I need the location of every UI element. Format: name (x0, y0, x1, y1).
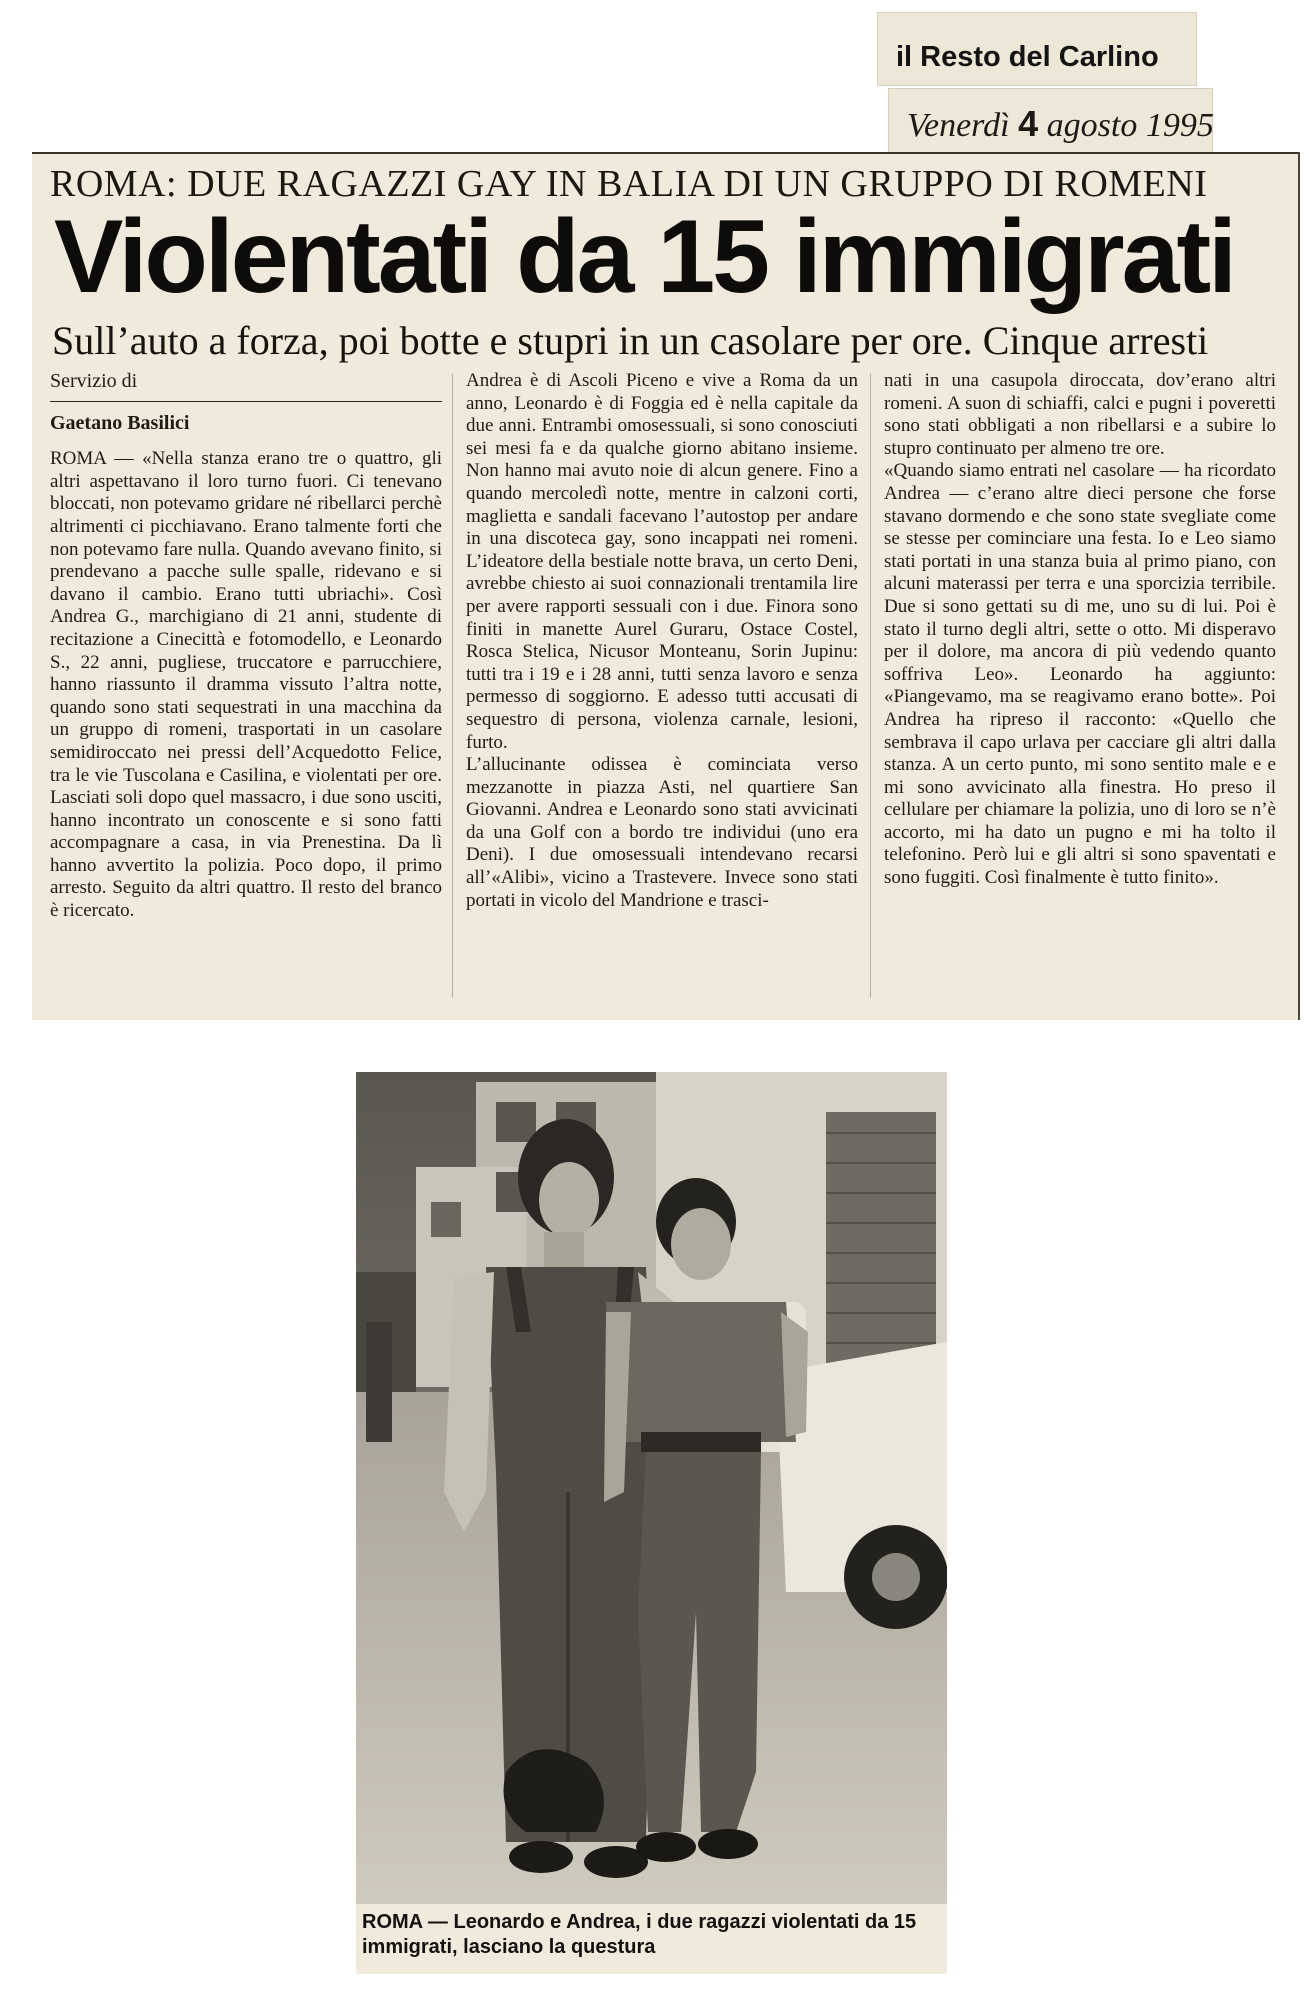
right-rule (1298, 152, 1300, 1020)
article-column-3 (884, 370, 1276, 890)
article-subhead: Sull’auto a forza, poi botte e stupri in un casolare per ore. Cinque arresti (52, 318, 1209, 363)
byline-author: Gaetano Basilici (50, 411, 190, 434)
date-weekday: Venerdì (907, 107, 1010, 144)
paragraph: L’allucinante odissea è cominciata verso mezzanotte in piazza Asti, nel quartiere San Giovanni. Andrea e Leonardo sono stati avvicinati da una Golf con a bordo tre individui (uno era Deni). I due omosessuali intendevano recarsi all’«Alibi», vicino a Trastevere. Invece sono stati portati in vicolo del Mandrione e trasci- (466, 754, 858, 911)
date-month-year: agosto 1995 (1046, 107, 1214, 144)
byline-service: Servizio di (50, 370, 138, 392)
article-clipping (32, 152, 1300, 1020)
window (496, 1102, 536, 1142)
paragraph: ROMA — «Nella stanza erano tre o quattro, gli altri aspettavano il loro turno fuori. Ci tenevano bloccati, non potevamo gridare né ribellarci perchè altrimenti ci picchiavano. Erano talmente forti che non potevamo fare nulla. Quando avevano finito, si prendevano a pacche sulle spalle, ridevano e si davano il cambio. Erano tutti ubriachi». Così Andrea G., marchigiano di 21 anni, studente di recitazione a Cinecittà e fotomodello, e Leonardo S., 22 anni, pugliese, truccatore e parrucchiere, hanno riassunto il dramma vissuto l’altra notte, quando sono stati sequestrati in una macchina da un gruppo di romeni, trasportati in un casolare semidiroccato nei pressi dell’Acquedotto Felice, tra le vie Tuscolana e Casilina, e violentati per ore. Lasciati soli dopo quel massacro, i due sono usciti, hanno incontrato un conoscente e si sono fatti accompagnare a casa, in via Prenestina. Da lì hanno avvertito la polizia. Poco dopo, il primo arresto. Seguito da altri quattro. Il resto del branco è ricercato. (50, 448, 442, 922)
window (431, 1202, 461, 1237)
column-divider (452, 374, 453, 998)
article-column-1 (50, 370, 442, 923)
publication-date (907, 103, 1214, 145)
masthead-clipping (877, 12, 1197, 86)
dateline-clipping (888, 88, 1213, 154)
column-divider (870, 374, 871, 998)
article-kicker: ROMA: DUE RAGAZZI GAY IN BALIA DI UN GRUPPO DI ROMENI (50, 163, 1208, 205)
byline-rule (50, 401, 442, 402)
paragraph: nati in una casupola diroccata, dov’erano altri romeni. A suon di schiaffi, calci e pugni i poveretti sono stati obbligati a non ribellarsi e a subire lo stupro continuato per almeno tre ore. (884, 370, 1276, 459)
article-headline: Violentati da 15 immigrati (54, 199, 1235, 315)
background-pedestrian (366, 1322, 392, 1442)
date-day: 4 (1018, 103, 1039, 144)
car-hubcap (872, 1553, 920, 1601)
photo-caption: ROMA — Leonardo e Andrea, i due ragazzi violentati da 15 immigrati, lasciano la questura (362, 1911, 917, 1958)
newspaper-name: il Resto del Carlino (896, 41, 1159, 73)
news-photo (356, 1072, 947, 1904)
article-column-2 (466, 370, 858, 912)
top-rule (32, 152, 1300, 154)
paragraph: Andrea è di Ascoli Piceno e vive a Roma da un anno, Leonardo è di Foggia ed è nella capitale da due anni. Entrambi omosessuali, si sono conosciuti sei mesi fa e da qualche giorno abitano insieme. Non hanno mai avuto noie di alcun genere. Fino a quando mercoledì notte, mentre in calzoni corti, maglietta e sandali facevano l’autostop per andare in una discoteca gay, sono incappati nei romeni. L’ideatore della bestiale notte brava, un certo Deni, avrebbe chiesto ai suoi connazionali trentamila lire per avere rapporti sessuali con i due. Finora sono finiti in manette Aurel Guraru, Ostace Costel, Rosca Stelica, Nicusor Monteanu, Sorin Jupinu: tutti tra i 19 e i 28 anni, tutti senza lavoro e senza permesso di soggiorno. E adesso tutti accusati di sequestro di persona, violenza carnale, lesioni, furto. (466, 370, 858, 753)
photo-clipping (356, 1072, 947, 1974)
paragraph: «Quando siamo entrati nel casolare — ha ricordato Andrea — c’erano altre dieci persone che forse stavano dormendo e che sono state svegliate come se stesse per cominciare una festa. Io e Leo siamo stati portati in una stanza buia al primo piano, con alcuni materassi per terra e una sporcizia terribile. Due si sono gettati su di me, uno su di lui. Poi è stato il turno degli altri, sette o otto. Mi disperavo per il dolore, ma ancora di più vedendo quanto soffriva Leo». Leonardo ha aggiunto: «Piangevamo, ma se reagivamo erano botte». Poi Andrea ha ripreso il racconto: «Quello che sembrava il capo urlava per cacciare gli altri dalla stanza. A un certo punto, mi sono sentito male e e mi sono avvicinato alla finestra. Ho preso il cellulare per chiamare la polizia, uno di loro se n’è accorto, mi ha dato un pugno e mi ha tolto il telefonino. Però lui e gli altri si sono spaventati e sono fuggiti. Così finalmente è tutto finito». (884, 460, 1276, 889)
